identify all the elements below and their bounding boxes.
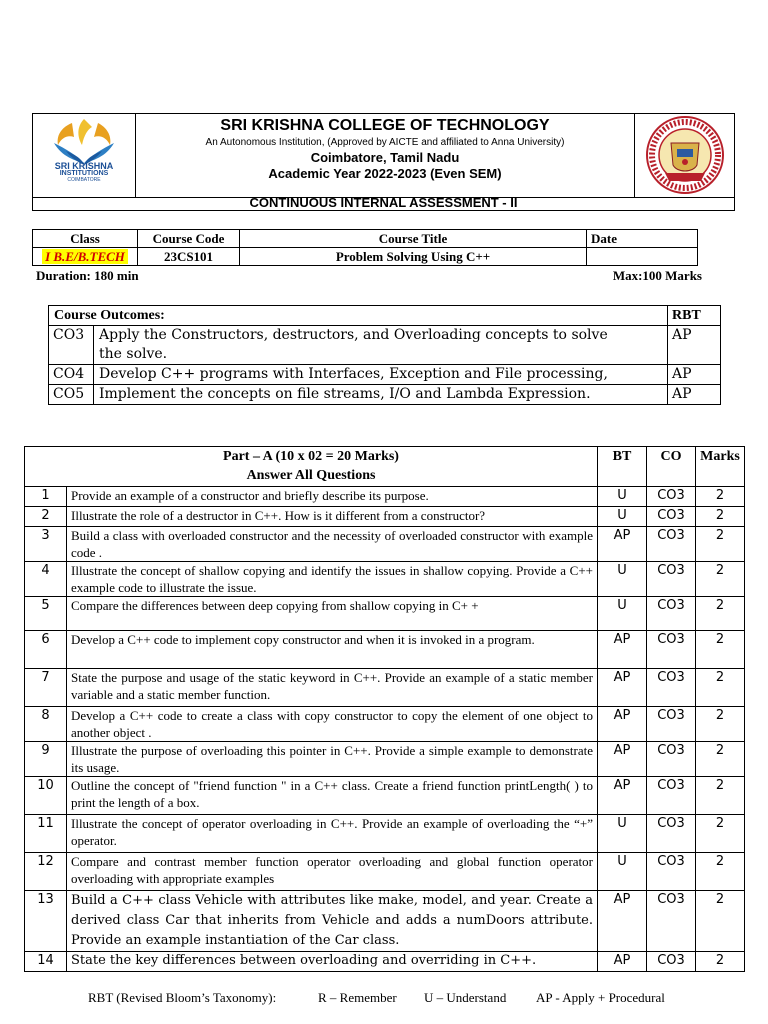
affiliation-text: An Autonomous Institution, (Approved by AICTE and affiliated to Anna University) bbox=[205, 137, 565, 148]
question-number: 5 bbox=[25, 597, 67, 631]
question-co: CO3 bbox=[647, 631, 696, 669]
info-header-course-code: Course Code bbox=[138, 230, 240, 248]
question-bt: U bbox=[598, 597, 647, 631]
outcome-rbt: AP bbox=[668, 385, 721, 405]
question-co: CO3 bbox=[647, 487, 696, 507]
question-bt: U bbox=[598, 487, 647, 507]
outcome-text: Apply the Constructors, destructors, and Overloading concepts to solve the solve. bbox=[94, 326, 668, 365]
question-number: 1 bbox=[25, 487, 67, 507]
footer-understand: U – Understand bbox=[424, 990, 507, 1005]
logo-text-line3: COIMBATORE bbox=[67, 177, 101, 183]
question-number: 4 bbox=[25, 562, 67, 597]
footer-apply: AP - Apply + Procedural bbox=[536, 990, 665, 1005]
question-marks: 2 bbox=[696, 952, 745, 972]
part-a-subtitle: Answer All Questions bbox=[246, 468, 376, 483]
outcome-text: Implement the concepts on file streams, I/O and Lambda Expression. bbox=[94, 385, 668, 405]
question-marks: 2 bbox=[696, 891, 745, 952]
question-text: State the key differences between overloading and overriding in C++. bbox=[67, 952, 598, 972]
outcome-rbt: AP bbox=[668, 326, 721, 365]
outcome-row bbox=[49, 365, 721, 385]
outcome-code: CO5 bbox=[49, 385, 94, 405]
question-co: CO3 bbox=[647, 507, 696, 527]
question-row bbox=[25, 853, 745, 891]
question-row bbox=[25, 597, 745, 631]
footer-remember: R – Remember bbox=[318, 990, 397, 1005]
info-header-course-title: Course Title bbox=[240, 230, 587, 248]
logo-text-line2: INSTITUTIONS bbox=[59, 170, 109, 177]
question-co: CO3 bbox=[647, 952, 696, 972]
question-text: Outline the concept of "friend function " in a C++ class. Create a friend function printLength( ) to print the length of a box. bbox=[67, 777, 598, 815]
outcome-code: CO3 bbox=[49, 326, 94, 365]
col-marks-header: Marks bbox=[696, 447, 745, 487]
seal-cell bbox=[634, 113, 735, 198]
question-text: Illustrate the concept of operator overloading in C++. Provide an example of overloading the “+” operator. bbox=[67, 815, 598, 853]
question-marks: 2 bbox=[696, 527, 745, 562]
question-text: Compare and contrast member function operator overloading and global function operator overloading with appropriate examples bbox=[67, 853, 598, 891]
date-value bbox=[587, 248, 698, 266]
question-bt: AP bbox=[598, 952, 647, 972]
question-row bbox=[25, 742, 745, 777]
question-co: CO3 bbox=[647, 597, 696, 631]
question-row bbox=[25, 562, 745, 597]
question-row bbox=[25, 527, 745, 562]
question-text: State the purpose and usage of the static keyword in C++. Provide an example of a static member variable and a static member function. bbox=[67, 669, 598, 707]
question-number: 6 bbox=[25, 631, 67, 669]
question-number: 9 bbox=[25, 742, 67, 777]
question-bt: AP bbox=[598, 777, 647, 815]
question-marks: 2 bbox=[696, 597, 745, 631]
question-number: 3 bbox=[25, 527, 67, 562]
outcome-row bbox=[49, 326, 721, 365]
academic-year: Academic Year 2022-2023 (Even SEM) bbox=[268, 166, 502, 181]
part-a-title: Part – A (10 x 02 = 20 Marks) bbox=[223, 449, 399, 464]
col-co-header: CO bbox=[647, 447, 696, 487]
duration-text: Duration: 180 min bbox=[36, 268, 139, 283]
question-bt: U bbox=[598, 507, 647, 527]
question-marks: 2 bbox=[696, 507, 745, 527]
question-bt: AP bbox=[598, 527, 647, 562]
question-row bbox=[25, 707, 745, 742]
col-bt-header: BT bbox=[598, 447, 647, 487]
question-bt: AP bbox=[598, 631, 647, 669]
question-marks: 2 bbox=[696, 742, 745, 777]
question-text: Illustrate the concept of shallow copying and identify the issues in shallow copying. Provide a C++ example code to illustrate the issue. bbox=[67, 562, 598, 597]
info-header-date: Date bbox=[587, 230, 698, 248]
question-marks: 2 bbox=[696, 669, 745, 707]
question-row bbox=[25, 669, 745, 707]
question-text: Illustrate the purpose of overloading this pointer in C++. Provide a simple example to demonstrate its usage. bbox=[67, 742, 598, 777]
question-number: 14 bbox=[25, 952, 67, 972]
part-a-table bbox=[24, 446, 745, 972]
outcome-row bbox=[49, 385, 721, 405]
question-co: CO3 bbox=[647, 815, 696, 853]
question-bt: U bbox=[598, 562, 647, 597]
question-co: CO3 bbox=[647, 562, 696, 597]
college-name: SRI KRISHNA COLLEGE OF TECHNOLOGY bbox=[220, 117, 550, 134]
question-co: CO3 bbox=[647, 669, 696, 707]
question-text: Build a C++ class Vehicle with attributes like make, model, and year. Create a derived class Car that inherits from Vehicle and adds a numDoors attribute. Provide an example instantiation of the Car class. bbox=[67, 891, 598, 952]
question-row bbox=[25, 507, 745, 527]
question-text: Develop a C++ code to implement copy constructor and when it is invoked in a program. bbox=[67, 631, 598, 669]
question-row bbox=[25, 891, 745, 952]
question-row bbox=[25, 777, 745, 815]
footer-rbt: RBT (Revised Bloom’s Taxonomy): bbox=[88, 990, 277, 1005]
question-marks: 2 bbox=[696, 562, 745, 597]
outcome-text: Develop C++ programs with Interfaces, Exception and File processing, bbox=[94, 365, 668, 385]
course-code-value: 23CS101 bbox=[138, 248, 240, 266]
question-co: CO3 bbox=[647, 527, 696, 562]
question-number: 12 bbox=[25, 853, 67, 891]
course-outcomes-table bbox=[48, 305, 721, 405]
question-row bbox=[25, 631, 745, 669]
question-marks: 2 bbox=[696, 815, 745, 853]
question-co: CO3 bbox=[647, 891, 696, 952]
question-text: Provide an example of a constructor and briefly describe its purpose. bbox=[67, 487, 598, 507]
question-bt: AP bbox=[598, 891, 647, 952]
logo-cell bbox=[32, 113, 136, 198]
outcome-code: CO4 bbox=[49, 365, 94, 385]
question-row bbox=[25, 952, 745, 972]
max-marks-text: Max:100 Marks bbox=[612, 268, 702, 283]
outcomes-header: Course Outcomes: bbox=[49, 306, 668, 326]
question-number: 7 bbox=[25, 669, 67, 707]
question-row bbox=[25, 487, 745, 507]
question-co: CO3 bbox=[647, 707, 696, 742]
question-number: 11 bbox=[25, 815, 67, 853]
course-title-value: Problem Solving Using C++ bbox=[240, 248, 587, 266]
info-header-class: Class bbox=[33, 230, 138, 248]
question-number: 2 bbox=[25, 507, 67, 527]
question-bt: U bbox=[598, 815, 647, 853]
question-number: 13 bbox=[25, 891, 67, 952]
sri-krishna-logo-icon bbox=[32, 113, 136, 198]
question-co: CO3 bbox=[647, 853, 696, 891]
course-info-table bbox=[32, 229, 698, 266]
question-marks: 2 bbox=[696, 777, 745, 815]
location-text: Coimbatore, Tamil Nadu bbox=[310, 150, 460, 165]
question-number: 8 bbox=[25, 707, 67, 742]
question-bt: U bbox=[598, 853, 647, 891]
part-a-heading bbox=[25, 447, 598, 487]
question-text: Build a class with overloaded constructor and the necessity of overloaded constructor with example code . bbox=[67, 527, 598, 562]
question-bt: AP bbox=[598, 707, 647, 742]
question-text: Compare the differences between deep copying from shallow copying in C+ + bbox=[67, 597, 598, 631]
question-marks: 2 bbox=[696, 853, 745, 891]
rbt-header: RBT bbox=[668, 306, 721, 326]
question-bt: AP bbox=[598, 742, 647, 777]
question-marks: 2 bbox=[696, 631, 745, 669]
question-bt: AP bbox=[598, 669, 647, 707]
question-text: Develop a C++ code to create a class with copy constructor to copy the element of one object to another object . bbox=[67, 707, 598, 742]
college-seal-icon bbox=[635, 113, 736, 198]
question-text: Illustrate the role of a destructor in C++. How is it different from a constructor? bbox=[67, 507, 598, 527]
question-marks: 2 bbox=[696, 487, 745, 507]
question-number: 10 bbox=[25, 777, 67, 815]
class-cell bbox=[33, 248, 138, 266]
question-marks: 2 bbox=[696, 707, 745, 742]
question-co: CO3 bbox=[647, 777, 696, 815]
question-row bbox=[25, 815, 745, 853]
class-value: I B.E/B.TECH bbox=[42, 249, 128, 264]
question-co: CO3 bbox=[647, 742, 696, 777]
outcome-rbt: AP bbox=[668, 365, 721, 385]
logo-text-line1: SRI KRISHNA bbox=[54, 161, 114, 171]
exam-title: CONTINUOUS INTERNAL ASSESSMENT - II bbox=[249, 195, 518, 210]
